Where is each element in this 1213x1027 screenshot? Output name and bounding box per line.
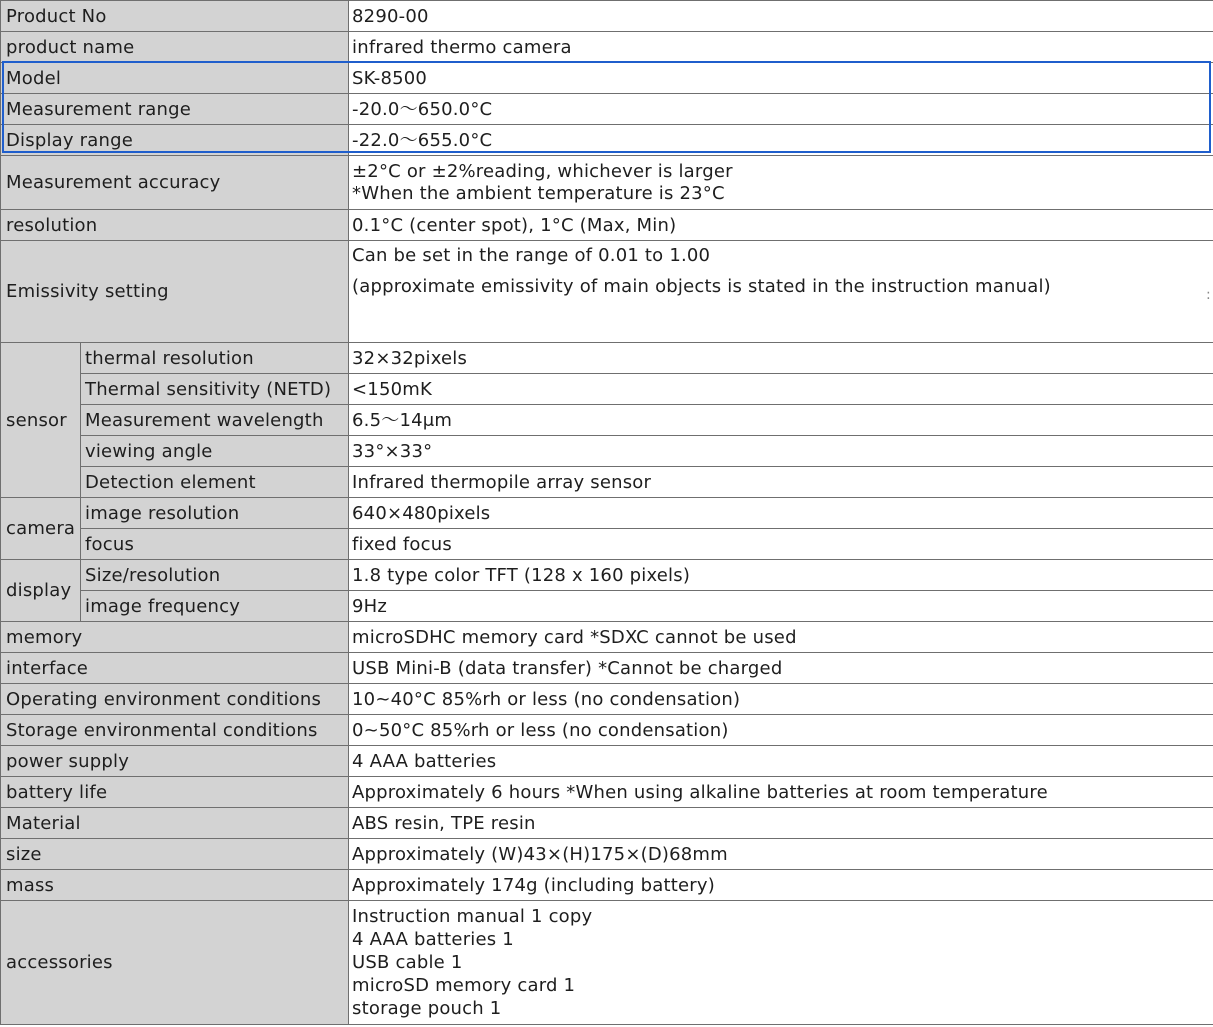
cell-measurement-wavelength-value[interactable]: 6.5〜14μm <box>349 405 1213 436</box>
cell-accessories-value[interactable] <box>349 901 1213 1025</box>
cell-measurement-accuracy-value[interactable] <box>349 156 1213 210</box>
cell-mass-value[interactable]: Approximately 174g (including battery) <box>349 870 1213 901</box>
cell-power-supply-label[interactable]: power supply <box>1 746 349 777</box>
table-row <box>1 63 1213 94</box>
table-row <box>1 241 1213 343</box>
accessory-item: storage pouch 1 <box>352 998 502 1019</box>
table-row <box>1 156 1213 210</box>
cell-size-value[interactable]: Approximately (W)43×(H)175×(D)68mm <box>349 839 1213 870</box>
table-row <box>1 343 1213 374</box>
cell-product-no-value[interactable]: 8290-00 <box>349 1 1213 32</box>
cell-thermal-sensitivity-label[interactable]: Thermal sensitivity (NETD) <box>81 374 349 405</box>
cell-image-frequency-label[interactable]: image frequency <box>81 591 349 622</box>
cell-memory-label[interactable]: memory <box>1 622 349 653</box>
cell-focus-value[interactable]: fixed focus <box>349 529 1213 560</box>
table-row <box>1 32 1213 63</box>
table-row <box>1 467 1213 498</box>
table-row <box>1 498 1213 529</box>
cell-display-group[interactable]: display <box>1 560 81 622</box>
table-row <box>1 684 1213 715</box>
table-row <box>1 1 1213 32</box>
table-row <box>1 715 1213 746</box>
cell-display-range-label[interactable]: Display range <box>1 125 349 156</box>
table-row <box>1 436 1213 467</box>
cell-size-resolution-value[interactable]: 1.8 type color TFT (128 x 160 pixels) <box>349 560 1213 591</box>
accessory-item: Instruction manual 1 copy <box>352 906 593 927</box>
table-row <box>1 210 1213 241</box>
cell-measurement-range-value[interactable]: -20.0〜650.0°C <box>349 94 1213 125</box>
table-row <box>1 839 1213 870</box>
cell-display-range-value[interactable]: -22.0〜655.0°C <box>349 125 1213 156</box>
cell-image-resolution-value[interactable]: 640×480pixels <box>349 498 1213 529</box>
cell-thermal-resolution-value[interactable]: 32×32pixels <box>349 343 1213 374</box>
cell-thermal-sensitivity-value[interactable]: <150mK <box>349 374 1213 405</box>
table-row <box>1 622 1213 653</box>
cell-battery-life-value[interactable]: Approximately 6 hours *When using alkaline batteries at room temperature <box>349 777 1213 808</box>
cell-emissivity-label[interactable]: Emissivity setting <box>1 241 349 343</box>
cell-product-name-value[interactable]: infrared thermo camera <box>349 32 1213 63</box>
cell-measurement-wavelength-label[interactable]: Measurement wavelength <box>81 405 349 436</box>
cell-operating-env-label[interactable]: Operating environment conditions <box>1 684 349 715</box>
cell-product-no-label[interactable]: Product No <box>1 1 349 32</box>
table-row <box>1 94 1213 125</box>
cell-material-value[interactable]: ABS resin, TPE resin <box>349 808 1213 839</box>
accuracy-line-2: *When the ambient temperature is 23°C <box>352 182 725 204</box>
table-row <box>1 591 1213 622</box>
cell-image-resolution-label[interactable]: image resolution <box>81 498 349 529</box>
cell-measurement-accuracy-label[interactable]: Measurement accuracy <box>1 156 349 210</box>
cell-sensor-group[interactable]: sensor <box>1 343 81 498</box>
overflow-indicator: : <box>1206 287 1211 303</box>
cell-detection-element-label[interactable]: Detection element <box>81 467 349 498</box>
cell-size-label[interactable]: size <box>1 839 349 870</box>
table-row <box>1 777 1213 808</box>
cell-focus-label[interactable]: focus <box>81 529 349 560</box>
cell-thermal-resolution-label[interactable]: thermal resolution <box>81 343 349 374</box>
cell-material-label[interactable]: Material <box>1 808 349 839</box>
cell-model-label[interactable]: Model <box>1 63 349 94</box>
cell-battery-life-label[interactable]: battery life <box>1 777 349 808</box>
cell-storage-env-value[interactable]: 0~50°C 85%rh or less (no condensation) <box>349 715 1213 746</box>
table-row <box>1 529 1213 560</box>
line-gap <box>352 267 1213 275</box>
table-row <box>1 808 1213 839</box>
cell-size-resolution-label[interactable]: Size/resolution <box>81 560 349 591</box>
table-row <box>1 405 1213 436</box>
cell-measurement-range-label[interactable]: Measurement range <box>1 94 349 125</box>
cell-interface-label[interactable]: interface <box>1 653 349 684</box>
cell-resolution-label[interactable]: resolution <box>1 210 349 241</box>
table-row <box>1 653 1213 684</box>
cell-mass-label[interactable]: mass <box>1 870 349 901</box>
emissivity-line-1: Can be set in the range of 0.01 to 1.00 <box>352 245 711 266</box>
cell-camera-group[interactable]: camera <box>1 498 81 560</box>
table-row <box>1 560 1213 591</box>
cell-storage-env-label[interactable]: Storage environmental conditions <box>1 715 349 746</box>
table-row <box>1 125 1213 156</box>
table-row <box>1 901 1213 1025</box>
cell-interface-value[interactable]: USB Mini-B (data transfer) *Cannot be charged <box>349 653 1213 684</box>
accessory-item: USB cable 1 <box>352 952 463 973</box>
cell-memory-value[interactable]: microSDHC memory card *SDXC cannot be used <box>349 622 1213 653</box>
table-row <box>1 870 1213 901</box>
cell-image-frequency-value[interactable]: 9Hz <box>349 591 1213 622</box>
cell-detection-element-value[interactable]: Infrared thermopile array sensor <box>349 467 1213 498</box>
cell-viewing-angle-label[interactable]: viewing angle <box>81 436 349 467</box>
cell-accessories-label[interactable]: accessories <box>1 901 349 1025</box>
table-row <box>1 746 1213 777</box>
cell-emissivity-value[interactable] <box>349 241 1213 343</box>
cell-viewing-angle-value[interactable]: 33°×33° <box>349 436 1213 467</box>
cell-resolution-value[interactable]: 0.1°C (center spot), 1°C (Max, Min) <box>349 210 1213 241</box>
accessory-item: 4 AAA batteries 1 <box>352 929 514 950</box>
accuracy-line-1: ±2°C or ±2%reading, whichever is larger <box>352 160 733 182</box>
accessory-item: microSD memory card 1 <box>352 975 576 996</box>
cell-model-value[interactable]: SK-8500 <box>349 63 1213 94</box>
cell-operating-env-value[interactable]: 10~40°C 85%rh or less (no condensation) <box>349 684 1213 715</box>
cell-power-supply-value[interactable]: 4 AAA batteries <box>349 746 1213 777</box>
table-row <box>1 374 1213 405</box>
cell-product-name-label[interactable]: product name <box>1 32 349 63</box>
emissivity-line-2: (approximate emissivity of main objects is stated in the instruction manual) <box>352 276 1051 297</box>
